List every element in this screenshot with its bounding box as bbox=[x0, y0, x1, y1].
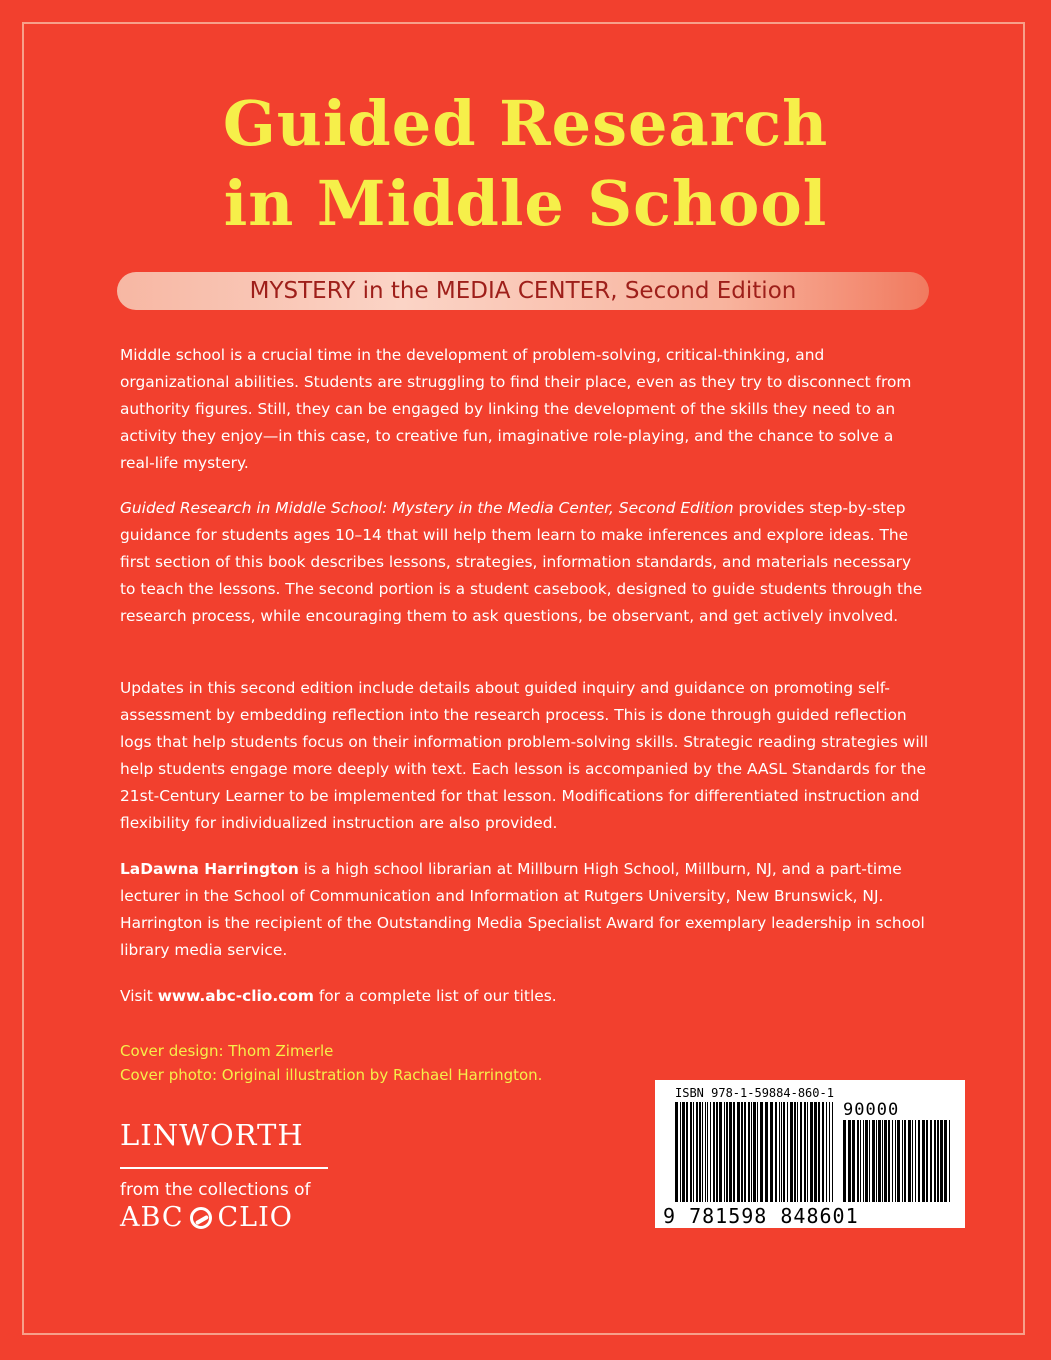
logo-divider bbox=[120, 1167, 328, 1169]
paragraph-2-text: provides step-by-step guidance for students ages 10–14 that will help them learn to make inferences and explore ideas. The first section of this book describes lessons, strategies, information standards, and materials necessary to teach the lessons. The second portion is a student casebook, designed to guide students through the research process, while encouraging them to ask questions, be observant, and get actively involved. bbox=[120, 499, 923, 625]
barcode-bar bbox=[926, 1120, 928, 1202]
title-line-2: in Middle School bbox=[223, 167, 828, 240]
barcode-bar bbox=[753, 1102, 756, 1202]
barcode-bar bbox=[765, 1102, 768, 1202]
barcode-bar bbox=[686, 1102, 688, 1202]
barcode-digits: 9 781598 848601 bbox=[663, 1204, 859, 1228]
author-bio bbox=[120, 856, 930, 964]
barcode-bar bbox=[770, 1102, 773, 1202]
barcode-bar bbox=[729, 1102, 732, 1202]
barcode-bar bbox=[872, 1120, 875, 1202]
barcode-bar bbox=[860, 1120, 861, 1202]
barcode-bar bbox=[878, 1120, 881, 1202]
cover-photo-credit: Cover photo: Original illustration by Rachael Harrington. bbox=[120, 1066, 543, 1084]
barcode-bar bbox=[884, 1120, 887, 1202]
barcode-bar bbox=[710, 1102, 711, 1202]
barcode-bar bbox=[915, 1120, 916, 1202]
visit-suffix: for a complete list of our titles. bbox=[313, 987, 557, 1005]
barcode-bar bbox=[783, 1102, 785, 1202]
barcode-bar bbox=[804, 1102, 806, 1202]
barcode-bar bbox=[696, 1102, 698, 1202]
barcode-bar bbox=[918, 1120, 920, 1202]
barcode-bar bbox=[852, 1120, 855, 1202]
price-code: 90000 bbox=[843, 1100, 900, 1120]
barcode-bar bbox=[748, 1102, 750, 1202]
barcode-bar bbox=[800, 1102, 802, 1202]
barcode-bar bbox=[822, 1102, 824, 1202]
barcode-bar bbox=[751, 1102, 752, 1202]
barcode-bar bbox=[818, 1102, 820, 1202]
barcode-bar bbox=[937, 1120, 939, 1202]
barcode-bar bbox=[897, 1120, 900, 1202]
visit-line bbox=[120, 983, 930, 1010]
barcode-bar bbox=[857, 1120, 859, 1202]
barcode-bar bbox=[716, 1102, 718, 1202]
barcode-bar bbox=[843, 1120, 846, 1202]
cover-design-credit: Cover design: Thom Zimerle bbox=[120, 1042, 334, 1060]
barcode-bar bbox=[760, 1102, 763, 1202]
barcode-bar bbox=[865, 1120, 868, 1202]
barcode-bar bbox=[826, 1102, 827, 1202]
addon-barcode-bars bbox=[843, 1120, 953, 1202]
barcode-bar bbox=[680, 1102, 681, 1202]
barcode-bar bbox=[904, 1120, 906, 1202]
barcode-bar bbox=[733, 1102, 735, 1202]
barcode-bar bbox=[814, 1102, 817, 1202]
barcode-bar bbox=[876, 1120, 877, 1202]
title-line-1: Guided Research bbox=[222, 87, 829, 160]
barcode-bar bbox=[794, 1102, 796, 1202]
linworth-logo: LINWORTH bbox=[120, 1118, 304, 1152]
barcode-bar bbox=[934, 1120, 936, 1202]
barcode bbox=[655, 1080, 965, 1228]
barcode-bar bbox=[892, 1120, 893, 1202]
barcode-bar bbox=[699, 1102, 701, 1202]
barcode-bar bbox=[787, 1102, 788, 1202]
barcode-bar bbox=[693, 1102, 694, 1202]
barcode-bar bbox=[775, 1102, 777, 1202]
barcode-bar bbox=[719, 1102, 722, 1202]
visit-prefix: Visit bbox=[120, 987, 158, 1005]
barcode-bar bbox=[682, 1102, 685, 1202]
barcode-bar bbox=[944, 1120, 947, 1202]
author-name: LaDawna Harrington bbox=[120, 860, 299, 878]
barcode-bar bbox=[829, 1102, 830, 1202]
book-title-italic: Guided Research in Middle School: Mystery in the Media Center, Second Edition bbox=[120, 499, 734, 517]
barcode-bar bbox=[779, 1102, 780, 1202]
barcode-bar bbox=[807, 1102, 808, 1202]
clio-text: CLIO bbox=[217, 1202, 293, 1233]
description-paragraph-3: Updates in this second edition include details about guided inquiry and guidance on promoting self-assessment by embedding reflection into the research process. This is done through guided reflection logs that help students focus on their information problem-solving skills. Strategic reading strategies will help students engage more deeply with text. Each lesson is accompanied by the AASL Standards for the 21st-Century Learner to be implemented for that lesson. Modifications for differentiated instruction and flexibility for individualized instruction are also provided. bbox=[120, 679, 929, 832]
barcode-bar bbox=[832, 1102, 833, 1202]
barcode-bar bbox=[848, 1120, 851, 1202]
barcode-bar bbox=[741, 1102, 743, 1202]
abc-clio-logo bbox=[120, 1202, 293, 1233]
barcode-bar bbox=[797, 1102, 798, 1202]
barcode-bar bbox=[702, 1102, 703, 1202]
barcode-bar bbox=[882, 1120, 883, 1202]
barcode-bar bbox=[949, 1120, 950, 1202]
description-paragraph-2 bbox=[120, 495, 930, 630]
barcode-bar bbox=[810, 1102, 813, 1202]
barcode-bar bbox=[705, 1102, 706, 1202]
barcode-bar bbox=[790, 1102, 793, 1202]
barcode-bar bbox=[707, 1102, 708, 1202]
barcode-bars bbox=[675, 1102, 835, 1202]
barcode-bar bbox=[675, 1102, 678, 1202]
barcode-bar bbox=[902, 1120, 903, 1202]
barcode-bar bbox=[888, 1120, 890, 1202]
author-bio-text: is a high school librarian at Millburn High School, Millburn, NJ, and a part-time lecturer in the School of Communication and Information at Rutgers University, New Brunswick, NJ. Harrington is the recipient of the Outstanding Media Specialist Award for exemplary leadership in school library media service. bbox=[120, 860, 925, 959]
barcode-bar bbox=[922, 1120, 925, 1202]
barcode-bar bbox=[781, 1102, 782, 1202]
barcode-bar bbox=[895, 1120, 896, 1202]
barcode-bar bbox=[724, 1102, 725, 1202]
barcode-bar bbox=[930, 1120, 932, 1202]
isbn-text: ISBN 978-1-59884-860-1 bbox=[675, 1086, 834, 1100]
barcode-bar bbox=[690, 1102, 692, 1202]
globe-icon bbox=[190, 1207, 212, 1229]
website-link: www.abc-clio.com bbox=[157, 987, 314, 1005]
subtitle-banner: MYSTERY in the MEDIA CENTER, Second Edition bbox=[117, 272, 929, 310]
barcode-bar bbox=[869, 1120, 870, 1202]
barcode-bar bbox=[713, 1102, 715, 1202]
barcode-bar bbox=[757, 1102, 758, 1202]
abc-text: ABC bbox=[120, 1202, 184, 1233]
barcode-bar bbox=[726, 1102, 728, 1202]
barcode-bar bbox=[737, 1102, 740, 1202]
description-paragraph-1: Middle school is a crucial time in the development of problem-solving, critical-thinking, and organizational abilities. Students are struggling to find their place, even as they try to disconnect from authority figures. Still, they can be engaged by linking the development of the skills they need to an activity they enjoy—in this case, to creative fun, imaginative role-playing, and the chance to solve a real-life mystery. bbox=[120, 346, 912, 472]
collections-text: from the collections of bbox=[120, 1180, 311, 1200]
barcode-bar bbox=[908, 1120, 911, 1202]
barcode-bar bbox=[912, 1120, 913, 1202]
barcode-bar bbox=[940, 1120, 943, 1202]
barcode-bar bbox=[744, 1102, 746, 1202]
barcode-bar bbox=[863, 1120, 864, 1202]
